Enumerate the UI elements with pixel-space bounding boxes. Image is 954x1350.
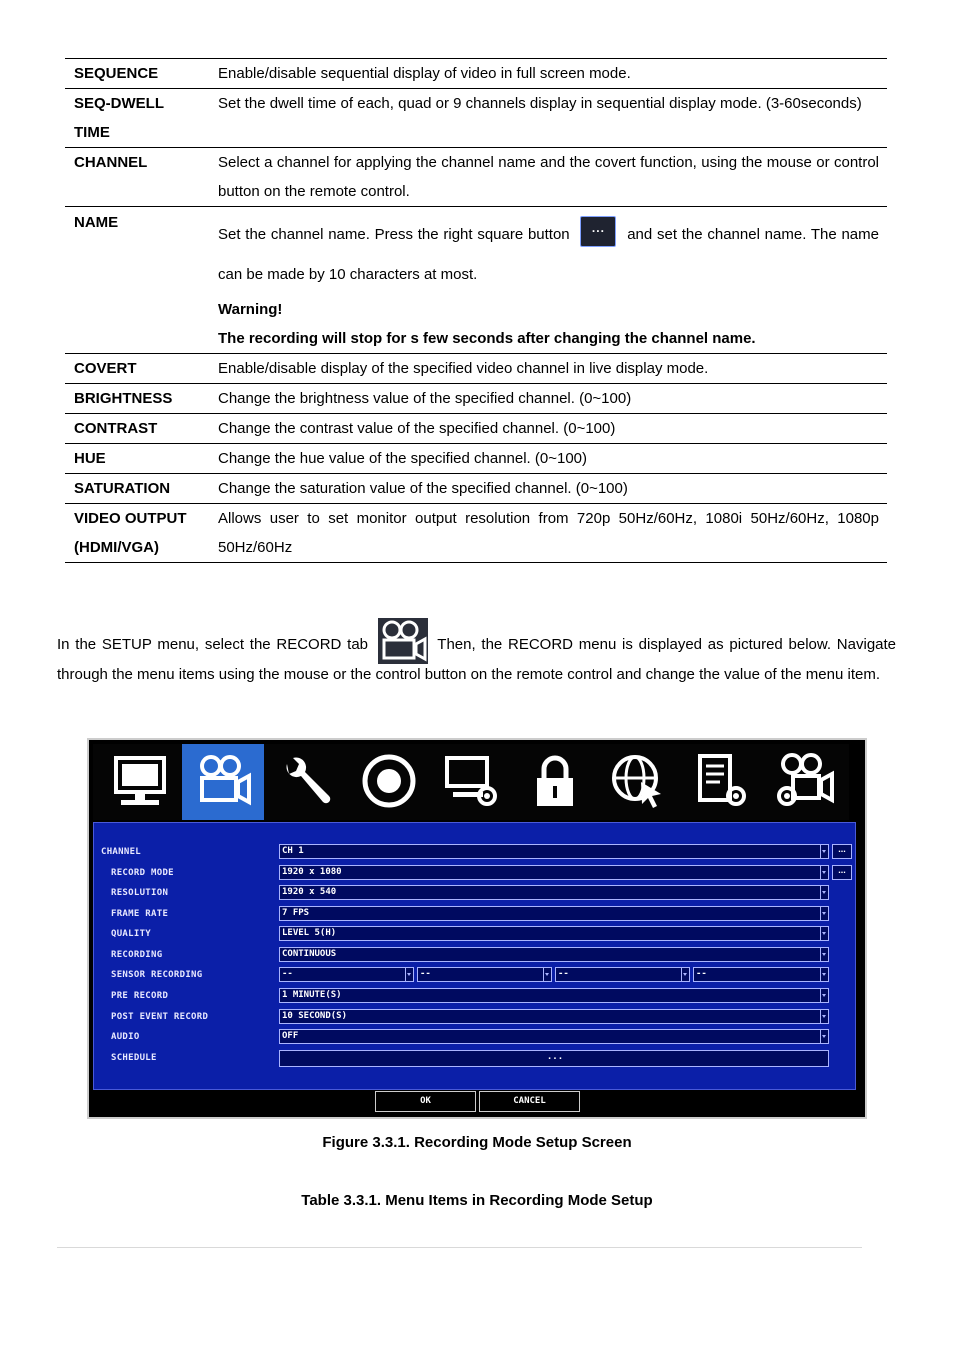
record-mode-more-button[interactable]: ...: [832, 865, 852, 880]
ok-button[interactable]: OK: [375, 1091, 476, 1112]
intro-paragraph: [57, 614, 896, 690]
table-row: [65, 207, 887, 354]
sensor-4-select[interactable]: [693, 967, 829, 982]
row-value: Change the saturation value of the specified channel. (0~100): [218, 480, 628, 497]
row-key: SEQ-DWELL TIME: [74, 95, 164, 141]
record-mode-select[interactable]: [279, 865, 829, 880]
label-recording: RECORDING: [111, 950, 163, 960]
table-row: [65, 148, 887, 207]
footer-divider: [57, 1247, 862, 1248]
label-pre-record: PRE RECORD: [111, 991, 169, 1001]
row-key: CONTRAST: [74, 420, 158, 437]
sensor-1-value: --: [282, 969, 293, 979]
wrench-icon: [277, 752, 335, 810]
label-audio: AUDIO: [111, 1032, 140, 1042]
row-key: SATURATION: [74, 480, 171, 497]
row-value: Select a channel for applying the channel name and the covert function, using the mouse or control button on the remote control.: [218, 154, 879, 200]
network-settings-icon: [443, 752, 501, 810]
chevron-down-icon: [820, 927, 828, 940]
chevron-down-icon: [820, 886, 828, 899]
menu-items-table: [65, 58, 887, 563]
sensor-3-value: --: [558, 969, 569, 979]
tab-security[interactable]: [514, 744, 596, 820]
table-row: [65, 384, 887, 414]
post-event-record-value: 10 SECOND(S): [282, 1011, 348, 1021]
chevron-down-icon: [405, 968, 413, 981]
sensor-4-value: --: [696, 969, 707, 979]
resolution-select[interactable]: [279, 885, 829, 900]
table-row: [65, 354, 887, 384]
tab-event[interactable]: [680, 744, 762, 820]
row-key: HUE: [74, 450, 106, 467]
table-row: [65, 444, 887, 474]
row-key: NAME: [74, 214, 119, 231]
name-description: [218, 215, 879, 295]
resolution-value: 1920 x 540: [282, 887, 337, 897]
channel-value: CH 1: [282, 846, 304, 856]
quality-value: LEVEL 5(H): [282, 928, 337, 938]
quality-select[interactable]: [279, 926, 829, 941]
label-record-mode: RECORD MODE: [111, 868, 174, 878]
table-row: [65, 414, 887, 444]
camera-settings-icon: [775, 752, 835, 810]
sensor-2-value: --: [420, 969, 431, 979]
label-sensor-recording: SENSOR RECORDING: [111, 970, 203, 980]
intro-text-a: In the SETUP menu, select the RECORD tab: [57, 636, 369, 653]
chevron-down-icon: [681, 968, 689, 981]
row-value: Change the contrast value of the specified channel. (0~100): [218, 420, 616, 437]
event-settings-icon: [692, 752, 750, 810]
setup-tab-bar: [93, 744, 849, 820]
table-row: [65, 474, 887, 504]
more-button-icon: [580, 216, 616, 247]
table-caption: Table 3.3.1. Menu Items in Recording Mode Setup: [301, 1192, 653, 1209]
label-quality: QUALITY: [111, 929, 152, 939]
row-key: SEQUENCE: [74, 65, 159, 82]
record-tab-icon: [378, 618, 428, 664]
label-channel: CHANNEL: [101, 847, 142, 857]
record-settings-panel: [93, 822, 856, 1090]
warning-title: Warning!: [218, 301, 283, 318]
row-key: CHANNEL: [74, 154, 148, 171]
figure-caption: Figure 3.3.1. Recording Mode Setup Screen: [322, 1134, 632, 1151]
disc-icon: [360, 752, 418, 810]
name-text-a: Set the channel name. Press the right square button: [218, 226, 570, 243]
table-row: [65, 504, 887, 563]
chevron-down-icon: [820, 907, 828, 920]
chevron-down-icon: [543, 968, 551, 981]
chevron-down-icon: [820, 948, 828, 961]
tab-record[interactable]: [182, 744, 264, 820]
row-value: Enable/disable sequential display of video in full screen mode.: [218, 65, 631, 82]
sensor-2-select[interactable]: [417, 967, 552, 982]
row-value: Set the dwell time of each, quad or 9 channels display in sequential display mode. (3-60seconds): [218, 95, 862, 112]
chevron-down-icon: [820, 989, 828, 1002]
tab-camera[interactable]: [763, 744, 845, 820]
chevron-down-icon: [820, 1030, 828, 1043]
tab-display[interactable]: [99, 744, 181, 820]
pre-record-value: 1 MINUTE(S): [282, 990, 342, 1000]
recording-select[interactable]: [279, 947, 829, 962]
globe-icon: [609, 752, 667, 810]
recording-value: CONTINUOUS: [282, 949, 337, 959]
sensor-1-select[interactable]: [279, 967, 414, 982]
warning-text: The recording will stop for s few seconds after changing the channel name.: [218, 330, 756, 347]
record-mode-value: 1920 x 1080: [282, 867, 342, 877]
schedule-button[interactable]: ...: [279, 1050, 829, 1067]
row-value: Enable/disable display of the specified video channel in live display mode.: [218, 360, 709, 377]
record-setup-screenshot: [87, 738, 867, 1119]
label-post-event-record: POST EVENT RECORD: [111, 1012, 209, 1022]
label-resolution: RESOLUTION: [111, 888, 169, 898]
row-key: VIDEO OUTPUT (HDMI/VGA): [74, 510, 187, 556]
tab-network-config[interactable]: [431, 744, 513, 820]
tab-storage[interactable]: [348, 744, 430, 820]
chevron-down-icon: [820, 845, 828, 858]
table-row: [65, 89, 887, 148]
chevron-down-icon: [820, 866, 828, 879]
tab-network[interactable]: [597, 744, 679, 820]
name-text-b: and set the channel name. The name can be made by 10 characters at most.: [218, 226, 879, 283]
intro-text-b: Then, the RECORD menu is displayed as pictured below. Navigate through the menu items using the mouse or the control button on the remote control and change the value of the menu item.: [57, 636, 897, 683]
record-icon: [194, 752, 252, 810]
cancel-button[interactable]: CANCEL: [479, 1091, 580, 1112]
channel-more-button[interactable]: ...: [832, 844, 852, 859]
row-key: COVERT: [74, 360, 137, 377]
more-button-label: ...: [591, 220, 605, 235]
row-key: BRIGHTNESS: [74, 390, 173, 407]
tab-system[interactable]: [265, 744, 347, 820]
row-value: [218, 207, 887, 354]
frame-rate-select[interactable]: [279, 906, 829, 921]
display-icon: [111, 752, 169, 810]
label-frame-rate: FRAME RATE: [111, 909, 169, 919]
audio-value: OFF: [282, 1031, 299, 1041]
row-value: Change the brightness value of the specified channel. (0~100): [218, 390, 632, 407]
chevron-down-icon: [820, 1010, 828, 1023]
chevron-down-icon: [820, 968, 828, 981]
sensor-3-select[interactable]: [555, 967, 690, 982]
label-schedule: SCHEDULE: [111, 1053, 157, 1063]
row-value: Change the hue value of the specified channel. (0~100): [218, 450, 588, 467]
channel-select[interactable]: [279, 844, 829, 859]
pre-record-select[interactable]: [279, 988, 829, 1003]
lock-icon: [526, 752, 584, 810]
row-value: Allows user to set monitor output resolution from 720p 50Hz/60Hz, 1080i 50Hz/60Hz, 1080p 50Hz/60Hz: [218, 510, 879, 556]
frame-rate-value: 7 FPS: [282, 908, 310, 918]
post-event-record-select[interactable]: [279, 1009, 829, 1024]
audio-select[interactable]: [279, 1029, 829, 1044]
table-row: [65, 59, 887, 89]
